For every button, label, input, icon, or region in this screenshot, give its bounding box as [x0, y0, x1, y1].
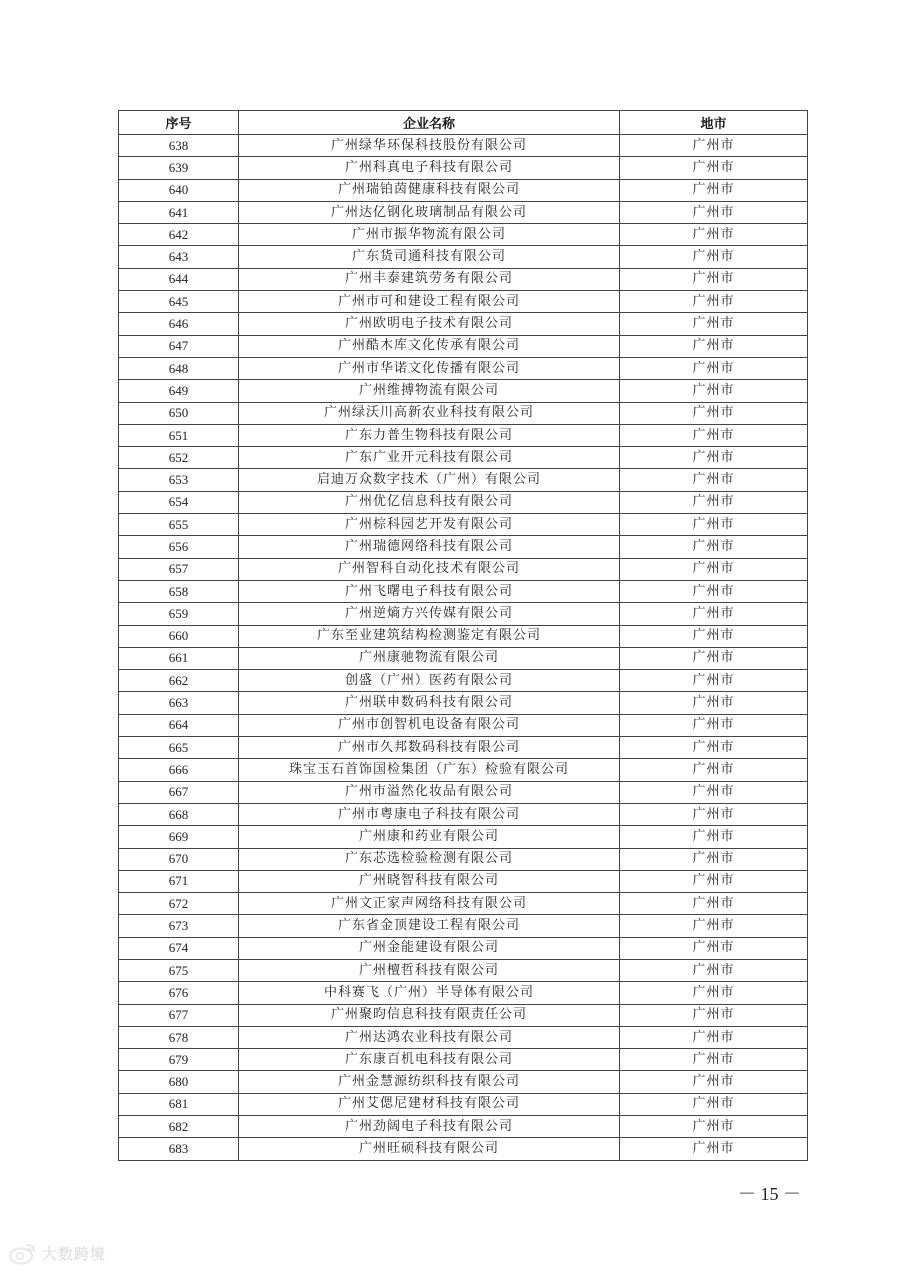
- row-name-cell: 广州文正家声网络科技有限公司: [239, 893, 620, 915]
- table-row: [119, 915, 808, 937]
- row-index-cell: 662: [119, 670, 239, 692]
- row-index-cell: 678: [119, 1026, 239, 1048]
- row-index-cell: 683: [119, 1138, 239, 1160]
- row-index-cell: 654: [119, 491, 239, 513]
- row-index-cell: 675: [119, 959, 239, 981]
- row-name-cell: 广州金能建设有限公司: [239, 937, 620, 959]
- row-index-cell: 650: [119, 402, 239, 424]
- row-city-cell: 广州市: [620, 714, 808, 736]
- row-name-cell: 广东省金顶建设工程有限公司: [239, 915, 620, 937]
- row-name-cell: 广州科真电子科技有限公司: [239, 157, 620, 179]
- header-name: 企业名称: [239, 111, 620, 135]
- row-name-cell: 广州旺硕科技有限公司: [239, 1138, 620, 1160]
- table-row: [119, 335, 808, 357]
- table-row: [119, 603, 808, 625]
- row-city-cell: 广州市: [620, 647, 808, 669]
- row-index-cell: 658: [119, 580, 239, 602]
- table-row: [119, 781, 808, 803]
- table-row: [119, 1026, 808, 1048]
- table-row: [119, 380, 808, 402]
- table-row: [119, 357, 808, 379]
- row-name-cell: 广州市可和建设工程有限公司: [239, 291, 620, 313]
- row-city-cell: 广州市: [620, 536, 808, 558]
- row-city-cell: 广州市: [620, 1093, 808, 1115]
- row-name-cell: 中科赛飞（广州）半导体有限公司: [239, 982, 620, 1004]
- row-name-cell: 广州市华诺文化传播有限公司: [239, 357, 620, 379]
- row-index-cell: 681: [119, 1093, 239, 1115]
- row-city-cell: 广州市: [620, 1049, 808, 1071]
- row-index-cell: 657: [119, 558, 239, 580]
- row-city-cell: 广州市: [620, 335, 808, 357]
- row-name-cell: 广州市溢然化妆品有限公司: [239, 781, 620, 803]
- row-index-cell: 673: [119, 915, 239, 937]
- row-name-cell: 广东康百机电科技有限公司: [239, 1049, 620, 1071]
- row-index-cell: 665: [119, 737, 239, 759]
- row-name-cell: 启迪万众数字技术（广州）有限公司: [239, 469, 620, 491]
- row-city-cell: 广州市: [620, 893, 808, 915]
- row-name-cell: 广州聚昀信息科技有限责任公司: [239, 1004, 620, 1026]
- row-city-cell: 广州市: [620, 1004, 808, 1026]
- table-header-row: [119, 111, 808, 135]
- row-index-cell: 656: [119, 536, 239, 558]
- row-index-cell: 645: [119, 291, 239, 313]
- table-row: [119, 670, 808, 692]
- table-row: [119, 759, 808, 781]
- row-city-cell: 广州市: [620, 759, 808, 781]
- table-row: [119, 1071, 808, 1093]
- row-name-cell: 广州联申数码科技有限公司: [239, 692, 620, 714]
- row-name-cell: 广州金慧源纺织科技有限公司: [239, 1071, 620, 1093]
- table-row: [119, 536, 808, 558]
- row-city-cell: 广州市: [620, 157, 808, 179]
- row-index-cell: 638: [119, 135, 239, 157]
- row-name-cell: 创盛（广州）医药有限公司: [239, 670, 620, 692]
- table-row: [119, 179, 808, 201]
- row-index-cell: 649: [119, 380, 239, 402]
- row-name-cell: 珠宝玉石首饰国检集团（广东）检验有限公司: [239, 759, 620, 781]
- row-index-cell: 671: [119, 870, 239, 892]
- header-index: 序号: [119, 111, 239, 135]
- table-row: [119, 848, 808, 870]
- row-index-cell: 666: [119, 759, 239, 781]
- row-index-cell: 676: [119, 982, 239, 1004]
- row-city-cell: 广州市: [620, 179, 808, 201]
- table-row: [119, 246, 808, 268]
- row-name-cell: 广东货司通科技有限公司: [239, 246, 620, 268]
- row-index-cell: 677: [119, 1004, 239, 1026]
- row-city-cell: 广州市: [620, 959, 808, 981]
- row-name-cell: 广州酷木库文化传承有限公司: [239, 335, 620, 357]
- table-row: [119, 1049, 808, 1071]
- row-name-cell: 广州晓智科技有限公司: [239, 870, 620, 892]
- row-index-cell: 674: [119, 937, 239, 959]
- row-name-cell: 广州康驰物流有限公司: [239, 647, 620, 669]
- table-row: [119, 1004, 808, 1026]
- row-city-cell: 广州市: [620, 692, 808, 714]
- table-row: [119, 135, 808, 157]
- row-name-cell: 广州逆熵方兴传媒有限公司: [239, 603, 620, 625]
- table-row: [119, 313, 808, 335]
- row-index-cell: 659: [119, 603, 239, 625]
- row-name-cell: 广州棕科园艺开发有限公司: [239, 514, 620, 536]
- table-row: [119, 469, 808, 491]
- row-index-cell: 668: [119, 803, 239, 825]
- row-city-cell: 广州市: [620, 580, 808, 602]
- row-city-cell: 广州市: [620, 670, 808, 692]
- table-row: [119, 870, 808, 892]
- row-name-cell: 广州优亿信息科技有限公司: [239, 491, 620, 513]
- row-city-cell: 广州市: [620, 291, 808, 313]
- watermark-text: 大数跨境: [42, 1244, 107, 1263]
- table-row: [119, 737, 808, 759]
- row-index-cell: 640: [119, 179, 239, 201]
- table-row: [119, 268, 808, 290]
- table-row: [119, 937, 808, 959]
- table-row: [119, 224, 808, 246]
- table-row: [119, 424, 808, 446]
- watermark: [8, 1241, 106, 1265]
- row-index-cell: 663: [119, 692, 239, 714]
- row-name-cell: 广州维搏物流有限公司: [239, 380, 620, 402]
- row-city-cell: 广州市: [620, 313, 808, 335]
- row-city-cell: 广州市: [620, 937, 808, 959]
- row-index-cell: 664: [119, 714, 239, 736]
- row-city-cell: 广州市: [620, 826, 808, 848]
- row-city-cell: 广州市: [620, 224, 808, 246]
- row-index-cell: 682: [119, 1116, 239, 1138]
- table-row: [119, 692, 808, 714]
- enterprise-table: [118, 110, 808, 1161]
- row-name-cell: 广州檀哲科技有限公司: [239, 959, 620, 981]
- table-row: [119, 826, 808, 848]
- row-name-cell: 广州艾偲尼建材科技有限公司: [239, 1093, 620, 1115]
- row-city-cell: 广州市: [620, 447, 808, 469]
- row-city-cell: 广州市: [620, 514, 808, 536]
- table-row: [119, 1138, 808, 1160]
- row-name-cell: 广州市振华物流有限公司: [239, 224, 620, 246]
- row-name-cell: 广东广业开元科技有限公司: [239, 447, 620, 469]
- table-row: [119, 625, 808, 647]
- row-name-cell: 广州市粤康电子科技有限公司: [239, 803, 620, 825]
- row-index-cell: 661: [119, 647, 239, 669]
- row-index-cell: 669: [119, 826, 239, 848]
- row-city-cell: 广州市: [620, 848, 808, 870]
- row-city-cell: 广州市: [620, 1116, 808, 1138]
- row-index-cell: 653: [119, 469, 239, 491]
- weibo-logo-icon: [8, 1241, 38, 1265]
- row-city-cell: 广州市: [620, 603, 808, 625]
- row-city-cell: 广州市: [620, 424, 808, 446]
- row-city-cell: 广州市: [620, 380, 808, 402]
- table-row: [119, 402, 808, 424]
- row-city-cell: 广州市: [620, 915, 808, 937]
- row-city-cell: 广州市: [620, 625, 808, 647]
- row-name-cell: 广州市久邦数码科技有限公司: [239, 737, 620, 759]
- row-index-cell: 655: [119, 514, 239, 536]
- row-city-cell: 广州市: [620, 558, 808, 580]
- table-row: [119, 558, 808, 580]
- row-city-cell: 广州市: [620, 268, 808, 290]
- row-city-cell: 广州市: [620, 491, 808, 513]
- row-index-cell: 667: [119, 781, 239, 803]
- row-city-cell: 广州市: [620, 357, 808, 379]
- row-index-cell: 647: [119, 335, 239, 357]
- row-name-cell: 广州市创智机电设备有限公司: [239, 714, 620, 736]
- table-row: [119, 893, 808, 915]
- row-name-cell: 广东至业建筑结构检测鉴定有限公司: [239, 625, 620, 647]
- row-name-cell: 广州智科自动化技术有限公司: [239, 558, 620, 580]
- row-name-cell: 广州绿沃川高新农业科技有限公司: [239, 402, 620, 424]
- table-row: [119, 982, 808, 1004]
- row-name-cell: 广州达鸿农业科技有限公司: [239, 1026, 620, 1048]
- row-index-cell: 641: [119, 201, 239, 223]
- row-name-cell: 广州丰泰建筑劳务有限公司: [239, 268, 620, 290]
- row-name-cell: 广州瑞德网络科技有限公司: [239, 536, 620, 558]
- table-row: [119, 714, 808, 736]
- row-city-cell: 广州市: [620, 982, 808, 1004]
- row-name-cell: 广州达亿钢化玻璃制品有限公司: [239, 201, 620, 223]
- row-index-cell: 639: [119, 157, 239, 179]
- header-city: 地市: [620, 111, 808, 135]
- row-index-cell: 679: [119, 1049, 239, 1071]
- row-index-cell: 680: [119, 1071, 239, 1093]
- row-city-cell: 广州市: [620, 402, 808, 424]
- table-row: [119, 959, 808, 981]
- row-city-cell: 广州市: [620, 135, 808, 157]
- row-index-cell: 672: [119, 893, 239, 915]
- table-row: [119, 803, 808, 825]
- row-city-cell: 广州市: [620, 737, 808, 759]
- row-index-cell: 660: [119, 625, 239, 647]
- row-city-cell: 广州市: [620, 246, 808, 268]
- row-name-cell: 广州康和药业有限公司: [239, 826, 620, 848]
- row-index-cell: 642: [119, 224, 239, 246]
- row-index-cell: 648: [119, 357, 239, 379]
- row-city-cell: 广州市: [620, 201, 808, 223]
- row-index-cell: 651: [119, 424, 239, 446]
- row-city-cell: 广州市: [620, 781, 808, 803]
- row-city-cell: 广州市: [620, 1071, 808, 1093]
- row-name-cell: 广东芯选检验检测有限公司: [239, 848, 620, 870]
- table-row: [119, 1116, 808, 1138]
- table-row: [119, 447, 808, 469]
- row-index-cell: 643: [119, 246, 239, 268]
- table-row: [119, 1093, 808, 1115]
- row-city-cell: 广州市: [620, 1138, 808, 1160]
- row-index-cell: 670: [119, 848, 239, 870]
- row-name-cell: 广州欧明电子技术有限公司: [239, 313, 620, 335]
- row-city-cell: 广州市: [620, 469, 808, 491]
- row-name-cell: 广州飞曙电子科技有限公司: [239, 580, 620, 602]
- table-row: [119, 491, 808, 513]
- row-name-cell: 广州瑞铂茵健康科技有限公司: [239, 179, 620, 201]
- row-name-cell: 广东力普生物科技有限公司: [239, 424, 620, 446]
- table-row: [119, 647, 808, 669]
- table-body: [119, 135, 808, 1161]
- table-row: [119, 514, 808, 536]
- table-row: [119, 291, 808, 313]
- row-city-cell: 广州市: [620, 1026, 808, 1048]
- row-index-cell: 646: [119, 313, 239, 335]
- row-index-cell: 652: [119, 447, 239, 469]
- row-name-cell: 广州劲阔电子科技有限公司: [239, 1116, 620, 1138]
- row-city-cell: 广州市: [620, 870, 808, 892]
- table-row: [119, 157, 808, 179]
- row-index-cell: 644: [119, 268, 239, 290]
- table-row: [119, 201, 808, 223]
- row-city-cell: 广州市: [620, 803, 808, 825]
- row-name-cell: 广州绿华环保科技股份有限公司: [239, 135, 620, 157]
- table-row: [119, 580, 808, 602]
- page-number: － 15 －: [738, 1184, 801, 1204]
